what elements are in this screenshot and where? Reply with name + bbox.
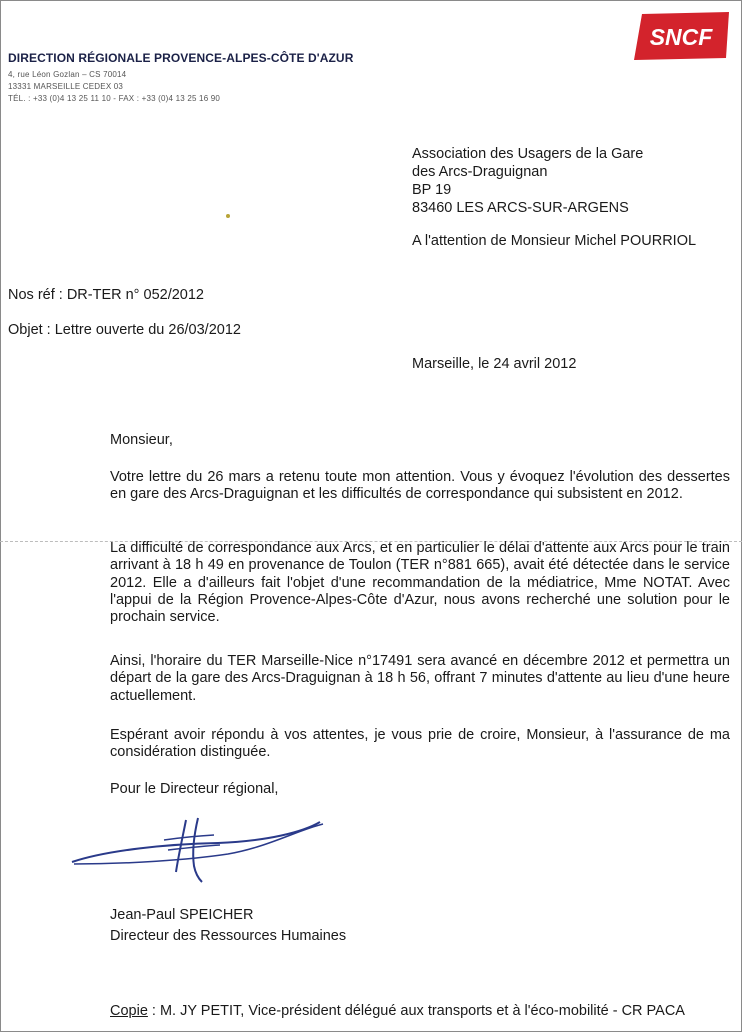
recipient-line2: des Arcs-Draguignan — [412, 164, 548, 180]
signer-title: Directeur des Ressources Humaines — [110, 928, 347, 944]
place-date: Marseille, le 24 avril 2012 — [412, 356, 577, 372]
sncf-logo — [632, 10, 732, 62]
attention-line: A l'attention de Monsieur Michel POURRIOL — [412, 233, 697, 249]
copy-text: : M. JY PETIT, Vice-président délégué aux transports et à l'éco-mobilité - CR PACA — [147, 1003, 685, 1019]
salutation: Monsieur, — [110, 432, 173, 448]
sender-organization: DIRECTION RÉGIONALE PROVENCE-ALPES-CÔTE D'AZUR — [8, 51, 354, 65]
recipient-address — [412, 145, 643, 217]
paragraph-3: Ainsi, l'horaire du TER Marseille-Nice n°17491 sera avancé en décembre 2012 et permettra un départ de la gare des Arcs-Draguignan à 18 h 56, offrant 7 minutes d'attente au lieu d'une heure actuellement. — [110, 653, 730, 704]
subject-line: Objet : Lettre ouverte du 26/03/2012 — [8, 322, 241, 338]
copy-label: Copie — [110, 1003, 148, 1019]
signer-name: Jean-Paul SPEICHER — [110, 907, 254, 923]
copy-line — [110, 1003, 685, 1019]
closing-line: Pour le Directeur régional, — [110, 781, 279, 797]
recipient-line4: 83460 LES ARCS-SUR-ARGENS — [412, 200, 629, 216]
scan-speck — [225, 213, 231, 219]
paragraph-2: La difficulté de correspondance aux Arcs, et en particulier le délai d'attente aux Arcs pour le train arrivant à 18 h 49 en provenance de Toulon (TER n°881 665), avait été détectée dans le service 2012. Elle a d'ailleurs fait l'objet d'une recommandation de la médiatrice, Mme NOTAT. Avec l'appui de la Région Provence-Alpes-Côte d'Azur, nous avons recherché une solution pour le prochain service. — [110, 540, 730, 626]
logo-text: SNCF — [649, 24, 713, 50]
sender-address-line2: 13331 MARSEILLE CEDEX 03 — [8, 82, 124, 91]
recipient-line1: Association des Usagers de la Gare — [412, 146, 644, 162]
recipient-line3: BP 19 — [412, 182, 452, 198]
reference-number: Nos réf : DR-TER n° 052/2012 — [8, 287, 204, 303]
sender-address-line1: 4, rue Léon Gozlan – CS 70014 — [8, 70, 127, 79]
paragraph-1: Votre lettre du 26 mars a retenu toute mon attention. Vous y évoquez l'évolution des dessertes en gare des Arcs-Draguignan et les difficultés de correspondance qui subsistent en 2012. — [110, 469, 730, 503]
handwritten-signature — [68, 810, 328, 890]
sender-phone-fax: TÉL. : +33 (0)4 13 25 11 10 - FAX : +33 (0)4 13 25 16 90 — [8, 94, 221, 103]
paragraph-4: Espérant avoir répondu à vos attentes, je vous prie de croire, Monsieur, à l'assurance de ma considération distinguée. — [110, 727, 730, 761]
